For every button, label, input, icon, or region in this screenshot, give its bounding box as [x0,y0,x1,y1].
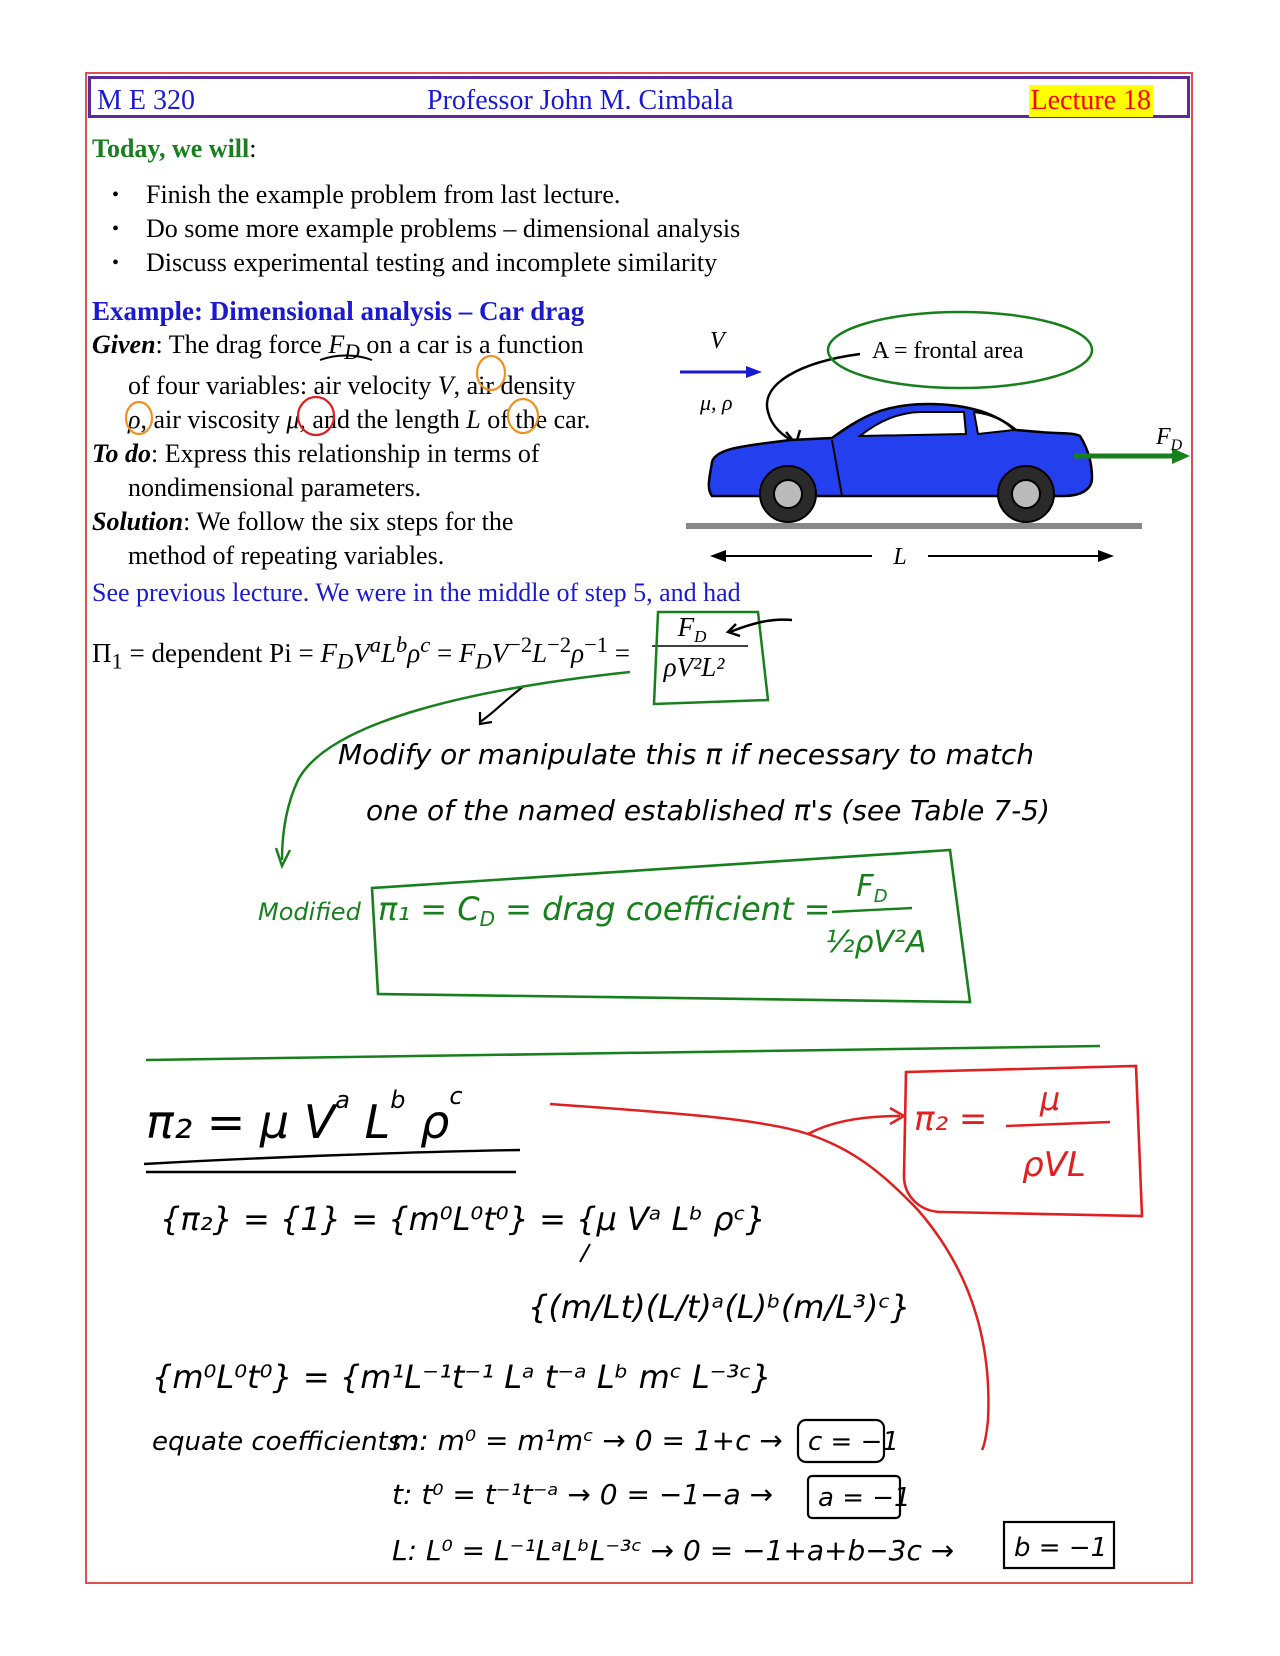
modified-label: Modified [258,898,361,926]
agenda-item: • Do some more example problems – dimensional analysis [112,212,740,246]
svg-text:π₂ =: π₂ = [914,1099,988,1139]
drag-coefficient-equation: π₁ = CD = drag coefficient = [378,890,831,931]
handwritten-note [276,672,1050,866]
see-previous-note: See previous lecture. We were in the middle of step 5, and had [92,578,741,607]
professor-name: Professor John M. Cimbala [427,85,734,116]
solution-line-2: method of repeating variables. [128,541,445,571]
area-label: A = frontal area [872,338,1024,364]
svg-text:μ: μ [1039,1080,1061,1118]
t-equation: t: t⁰ = t⁻¹t⁻ᵃ → 0 = −1−a → [392,1478,774,1511]
lecture-number: Lecture 18 [1030,85,1151,116]
example-title: Example: Dimensional analysis – Car drag [92,296,585,326]
todo-line-1: To do: Express this relationship in terms of [92,439,540,469]
pi2-derivation [144,1082,1114,1568]
dims-expand: {(m/Lt)(L/t)ᵃ(L)ᵇ(m/L³)ᶜ} [528,1288,911,1326]
pi2-result-box [904,1066,1142,1216]
pi2-definition: π₂ = μ $V^a$ $L^b$ $\rho^c$ [146,1082,463,1149]
equate-label: equate coefficients : [152,1427,419,1457]
drag-force-label: $F_D$ [1156,424,1183,454]
L-equation: L: L⁰ = L⁻¹LᵃLᵇL⁻³ᶜ → 0 = −1+a+b−3c → [392,1534,955,1567]
velocity-label: V [710,328,725,354]
svg-text:FD: $F_D$ [677,612,707,646]
todo-line-2: nondimensional parameters. [128,473,422,503]
mu-rho-label: μ, ρ [700,390,733,415]
course-code: M E 320 [97,85,195,116]
pi1-fraction [652,612,792,704]
dims-line-2: {m⁰L⁰t⁰} = {m¹L⁻¹t⁻¹ Lᵃ t⁻ᵃ Lᵇ mᶜ L⁻³ᶜ} [152,1358,772,1396]
svg-text:ρV²L²: ρV²L² [663,652,725,682]
section-divider [146,1046,1100,1060]
solution-line-1: Solution: We follow the six steps for the [92,507,514,537]
svg-text:½ρV²A: ½ρV²A [825,925,927,960]
c-result: c = −1 [808,1427,899,1457]
agenda-item: • Finish the example problem from last lecture. [112,178,740,212]
given-line-2: of four variables: air velocity V, air density [128,371,576,401]
svg-text:ρVL: ρVL [1022,1145,1086,1185]
variable-circles [126,356,538,436]
length-label: L [893,544,907,570]
car-figure [680,312,1190,570]
dims-line-1: {π₂} = {1} = {m⁰L⁰t⁰} = {μ Vᵃ Lᵇ ρᶜ} [160,1200,766,1238]
note-line-2: one of the named established π's (see Table 7-5) [366,794,1050,827]
m-equation: m: m⁰ = m¹mᶜ → 0 = 1+c → [392,1424,783,1457]
a-result: a = −1 [818,1483,911,1513]
b-result: b = −1 [1014,1533,1108,1563]
note-line-1: Modify or manipulate this π if necessary to match [338,738,1034,771]
today-heading: Today, we will: [92,134,257,163]
pi1-equation: $\Pi_1$ = dependent $Pi = F_DV^aL^b\rho^c = F_DV^{-2}L^{-2}\rho^{-1}$ = [92,632,631,674]
modified-pi1 [258,850,970,1002]
given-line-1: Given: The drag force $F_D$ on a car is a function [92,330,584,365]
svg-text:FD: $F_D$ [856,869,888,907]
given-line-3: ρ, air viscosity μ, and the length L of the car. [128,405,591,435]
agenda-item: • Discuss experimental testing and incomplete similarity [112,246,740,280]
